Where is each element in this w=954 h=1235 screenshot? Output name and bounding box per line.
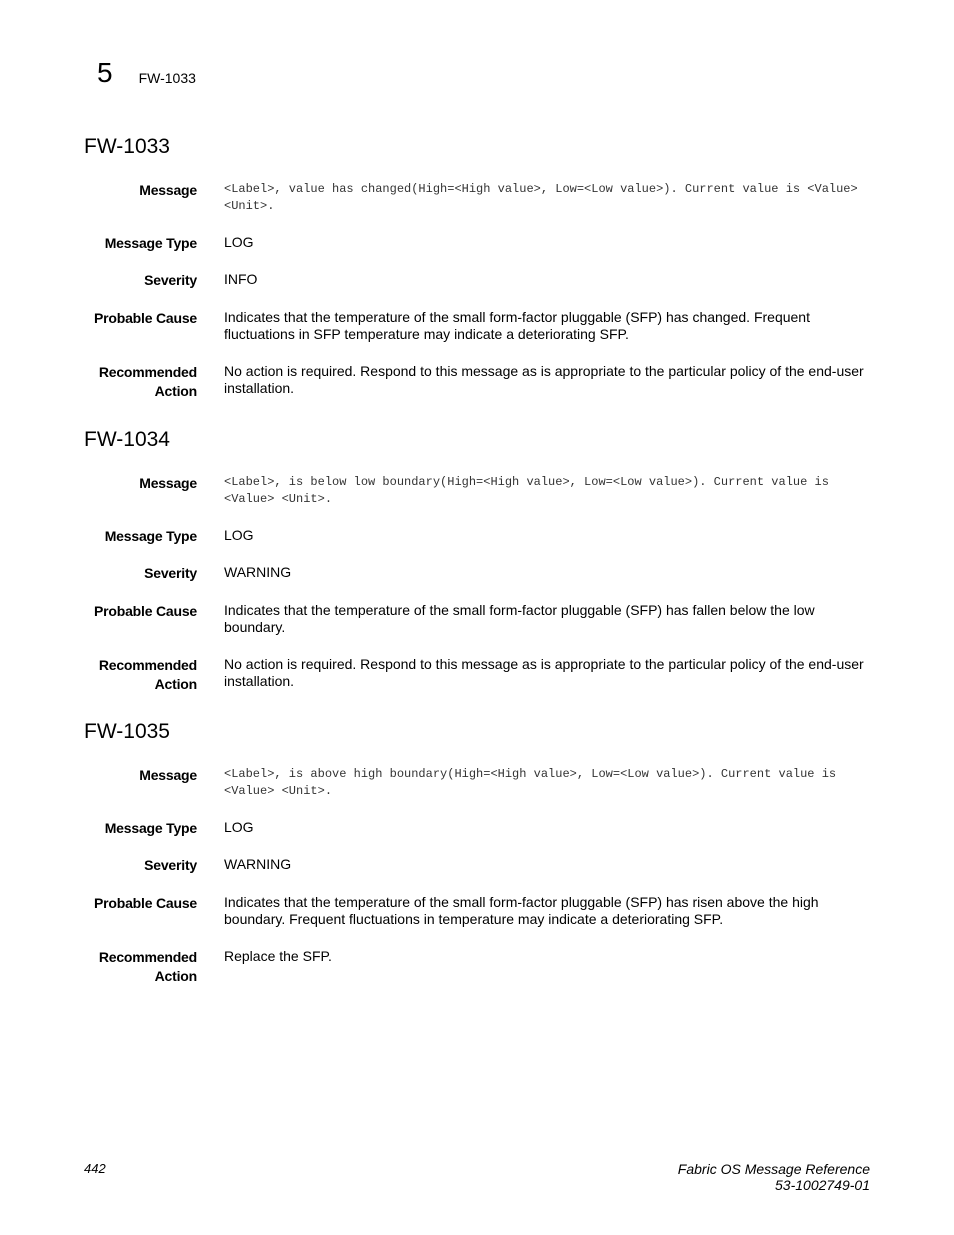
recommended-label-line: Recommended — [98, 657, 197, 673]
severity-label: Severity — [144, 272, 197, 288]
document-title: Fabric OS Message Reference — [677, 1161, 870, 1177]
chapter-number: 5 — [97, 57, 113, 88]
message-type-value: LOG — [224, 819, 254, 835]
action-label-line: Action — [154, 676, 197, 692]
probable-cause-label: Probable Cause — [93, 895, 197, 911]
recommended-action-text: No action is required. Respond to this message as is appropriate to the particular policy of the end-user installation. — [224, 363, 864, 396]
message-label: Message — [139, 182, 197, 198]
message-type-label: Message Type — [104, 235, 197, 251]
section-title: FW-1033 — [84, 135, 170, 158]
recommended-label-line: Recommended — [98, 364, 197, 380]
severity-value: INFO — [224, 271, 258, 287]
probable-cause-text: Indicates that the temperature of the small form-factor pluggable (SFP) has fallen below the low boundary. — [224, 602, 815, 635]
message-text: <Label>, value has changed(High=<High value>, Low=<Low value>). Current value is <Value> <Unit>. — [224, 182, 858, 213]
severity-value: WARNING — [224, 564, 292, 580]
message-type-label: Message Type — [104, 528, 197, 544]
section-title: FW-1034 — [84, 428, 170, 451]
page-header — [97, 54, 196, 88]
recommended-action-label — [60, 656, 197, 694]
recommended-action-text: No action is required. Respond to this message as is appropriate to the particular policy of the end-user installation. — [224, 656, 864, 689]
page-number: 442 — [84, 1161, 106, 1176]
recommended-label-line: Recommended — [98, 949, 197, 965]
recommended-action-text: Replace the SFP. — [224, 948, 332, 964]
message-label: Message — [139, 767, 197, 783]
message-label: Message — [139, 475, 197, 491]
recommended-action-label — [60, 363, 197, 401]
action-label-line: Action — [154, 383, 197, 399]
document-number: 53-1002749-01 — [775, 1177, 870, 1193]
message-type-value: LOG — [224, 234, 254, 250]
probable-cause-text: Indicates that the temperature of the small form-factor pluggable (SFP) has risen above the high boundary. Frequent fluctuations in temperature may indicate a deteriorating SFP. — [224, 894, 819, 927]
action-label-line: Action — [154, 968, 197, 984]
severity-label: Severity — [144, 857, 197, 873]
message-text: <Label>, is above high boundary(High=<High value>, Low=<Low value>). Current value is <Value> <Unit>. — [224, 767, 837, 798]
severity-label: Severity — [144, 565, 197, 581]
severity-value: WARNING — [224, 856, 292, 872]
message-text: <Label>, is below low boundary(High=<High value>, Low=<Low value>). Current value is <Value> <Unit>. — [224, 475, 829, 506]
recommended-action-label — [60, 948, 197, 986]
probable-cause-label: Probable Cause — [93, 310, 197, 326]
section-title: FW-1035 — [84, 720, 170, 743]
footer-document-info — [678, 1161, 870, 1193]
message-type-label: Message Type — [104, 820, 197, 836]
running-header-title: FW-1033 — [138, 70, 196, 86]
probable-cause-label: Probable Cause — [93, 603, 197, 619]
probable-cause-text: Indicates that the temperature of the small form-factor pluggable (SFP) has changed. Frequent fluctuations in SFP temperature may indicate a deteriorating SFP. — [224, 309, 810, 342]
message-type-value: LOG — [224, 527, 254, 543]
